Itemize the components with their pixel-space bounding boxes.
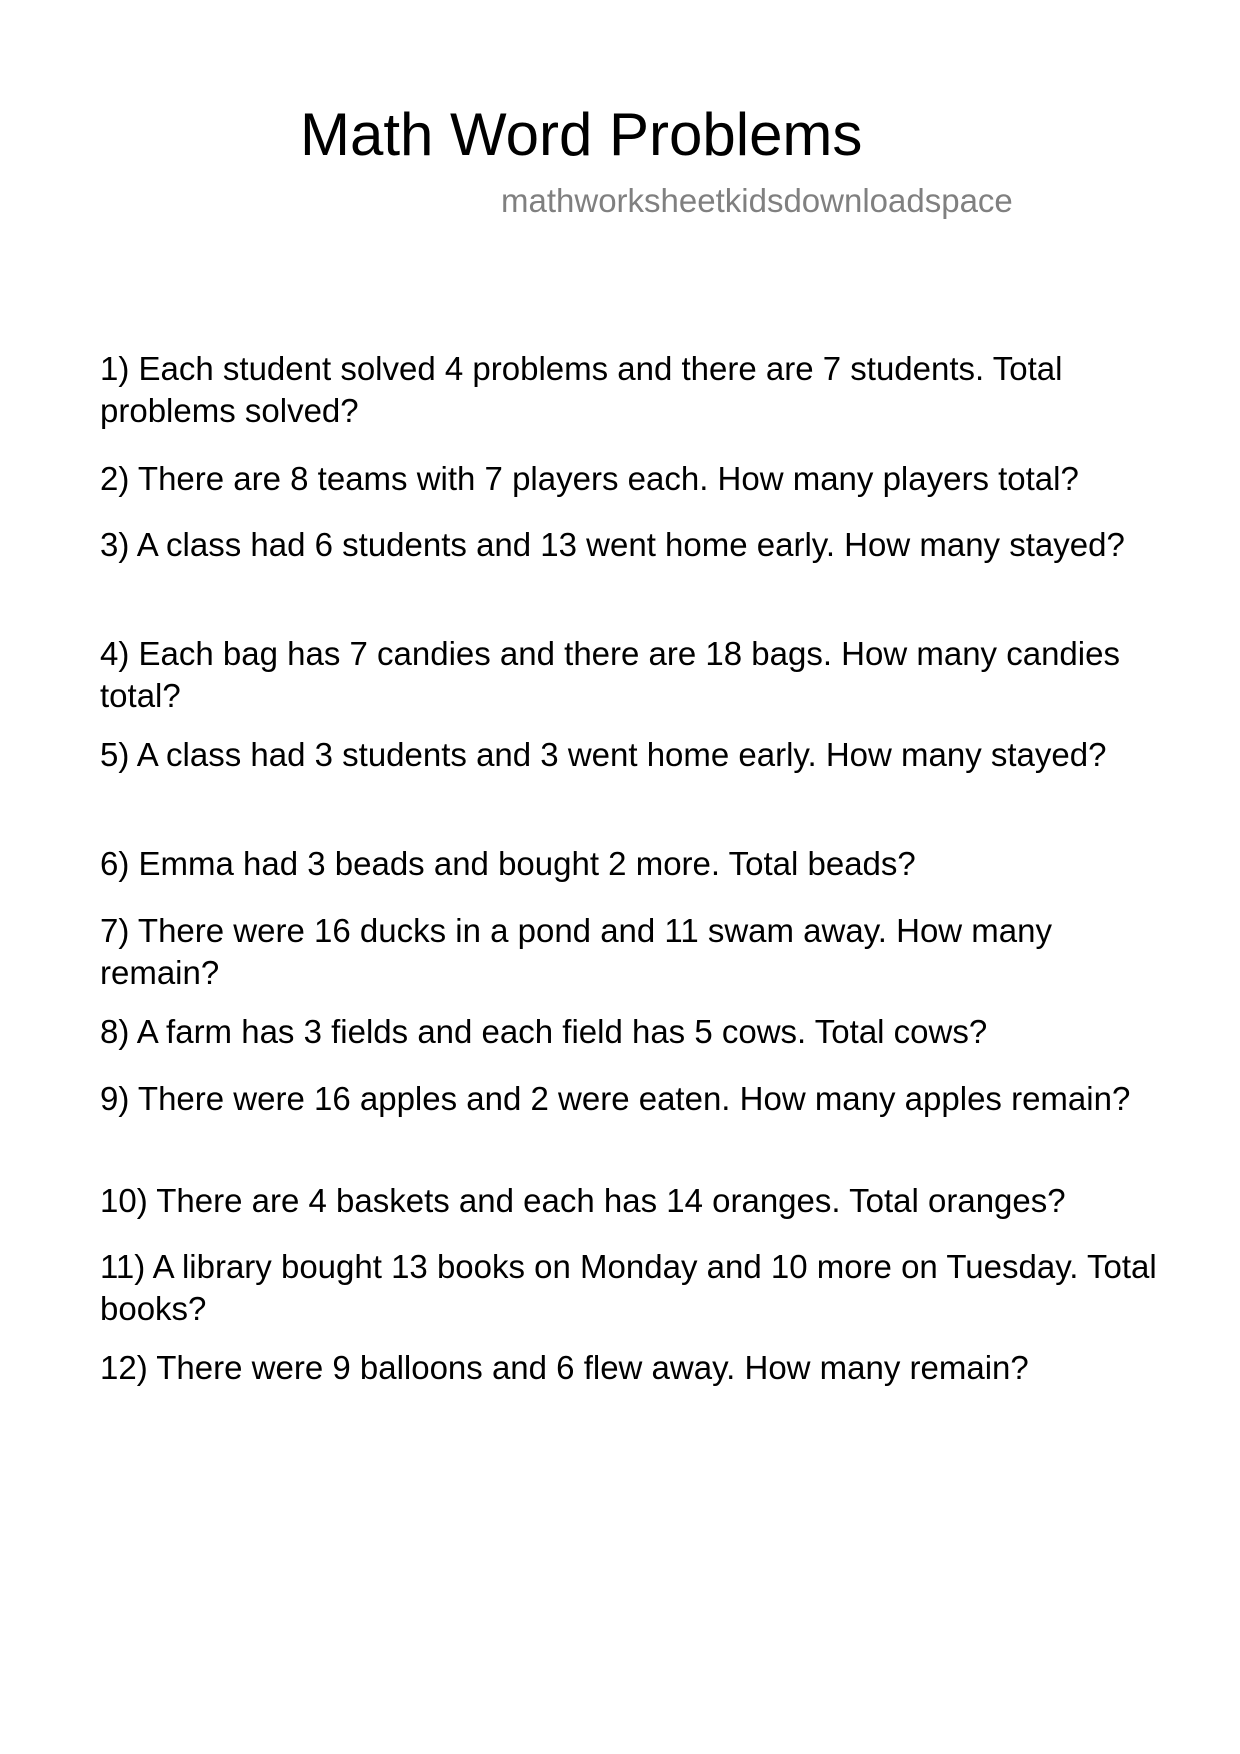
- problem-item: 2) There are 8 teams with 7 players each. How many players total?: [100, 460, 1079, 497]
- worksheet-title: Math Word Problems: [300, 101, 863, 168]
- problem-item: 12) There were 9 balloons and 6 flew away. How many remain?: [100, 1349, 1029, 1386]
- worksheet-source: mathworksheetkidsdownloadspace: [501, 182, 1013, 219]
- problem-item: 7) There were 16 ducks in a pond and 11 swam away. How many remain?: [100, 912, 1052, 991]
- problem-item: 5) A class had 3 students and 3 went home early. How many stayed?: [100, 736, 1107, 773]
- problem-item: 10) There are 4 baskets and each has 14 oranges. Total oranges?: [100, 1182, 1066, 1219]
- problem-item: 1) Each student solved 4 problems and there are 7 students. Total problems solved?: [100, 350, 1063, 429]
- problem-item: 8) A farm has 3 fields and each field has 5 cows. Total cows?: [100, 1013, 988, 1050]
- problem-item: 9) There were 16 apples and 2 were eaten. How many apples remain?: [100, 1080, 1131, 1117]
- problem-item: 3) A class had 6 students and 13 went home early. How many stayed?: [100, 526, 1125, 563]
- problem-item: 4) Each bag has 7 candies and there are 18 bags. How many candies total?: [100, 635, 1120, 714]
- problem-item: 11) A library bought 13 books on Monday and 10 more on Tuesday. Total books?: [100, 1248, 1157, 1327]
- problem-item: 6) Emma had 3 beads and bought 2 more. Total beads?: [100, 845, 916, 882]
